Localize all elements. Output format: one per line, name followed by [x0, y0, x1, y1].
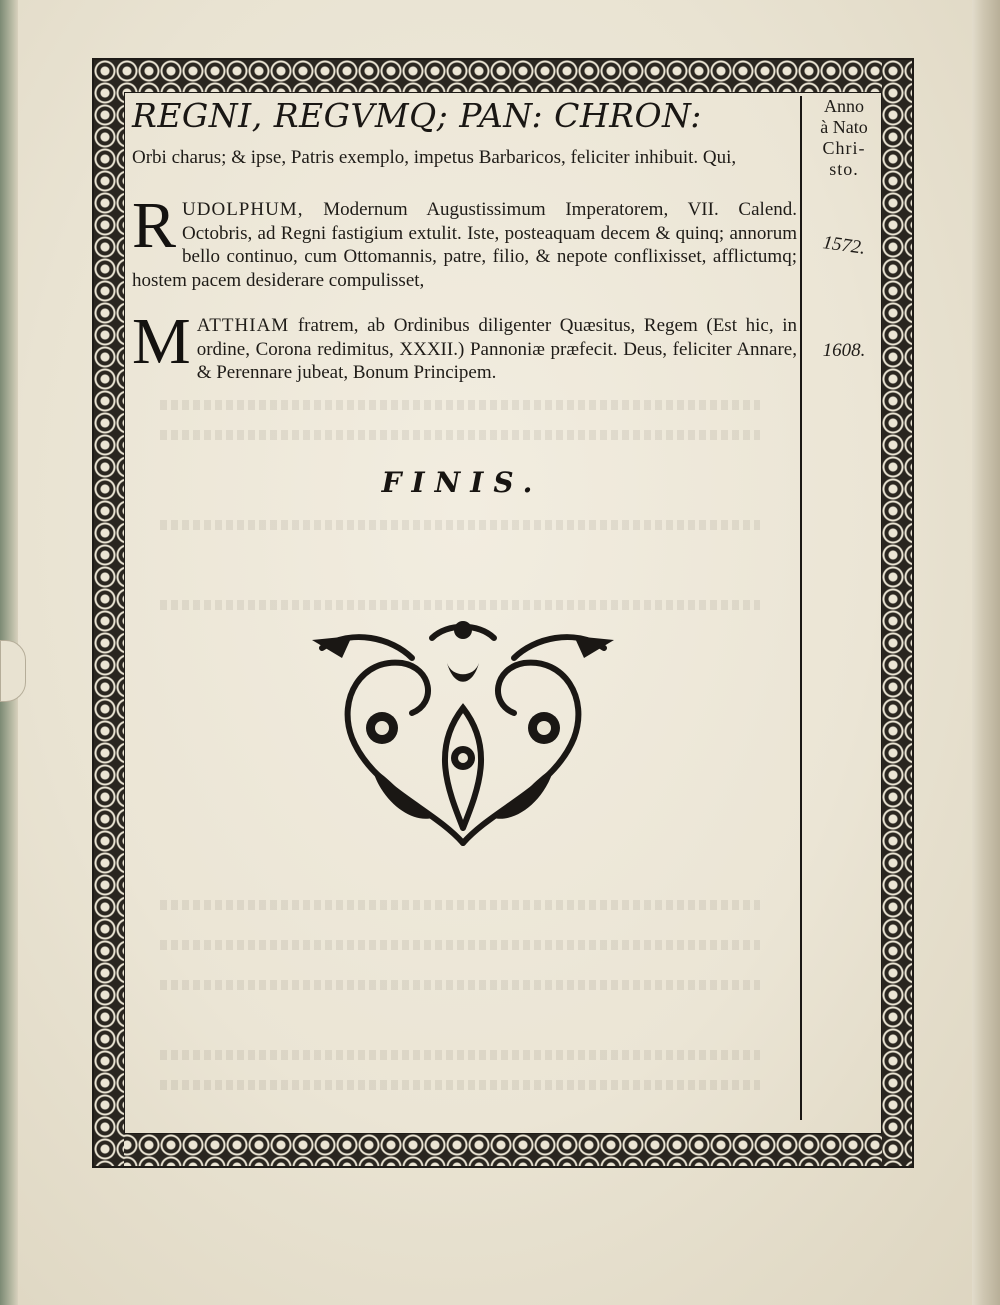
show-through — [160, 600, 760, 610]
paragraph-matthias — [132, 305, 797, 385]
paragraph-intro: Orbi charus; & ipse, Patris exemplo, impetus Barbaricos, feliciter inhibuit. Qui, — [132, 147, 737, 168]
margin-heading-line: à Nato — [820, 117, 868, 137]
page-stack-edge — [972, 0, 1000, 1305]
drop-cap: R — [132, 189, 177, 262]
show-through — [160, 1050, 760, 1060]
show-through — [160, 400, 760, 410]
show-through — [160, 980, 760, 990]
show-through — [160, 1080, 760, 1090]
ornament-band-left — [94, 60, 124, 1166]
tailpiece-ornament — [312, 618, 614, 853]
paragraph-text: Modernum Augustissimum Imperatorem, VII. Calend. Octobris, ad Regni fastigium extulit. Iste, posteaquam decem & quinq; annorum bello continuo, cum Ottomannis, patre, filio, & nepote conflixisset, afflictumq; hostem pacem desiderare compulisset, — [132, 199, 798, 291]
margin-year: 1608. — [822, 340, 866, 361]
show-through — [160, 430, 760, 440]
show-through — [160, 520, 760, 530]
ornament-band-right — [882, 60, 912, 1166]
name-smallcaps: UDOLPHUM, — [182, 199, 304, 220]
drop-cap: M — [132, 305, 191, 378]
margin-heading-line: Anno — [824, 96, 864, 116]
margin-year: 1572. — [821, 232, 867, 259]
show-through — [160, 900, 760, 910]
margin-heading-line: sto. — [829, 159, 859, 179]
show-through — [160, 940, 760, 950]
name-smallcaps: ATTHIAM — [196, 315, 290, 336]
paragraph-text: fratrem, ab Ordinibus diligenter Quæsitus, Regem (Est hic, in ordine, Corona redimitus, XXXII.) Pannoniæ præfecit. Deus, feliciter Annare, & Perennare jubeat, Bonum Principem. — [196, 315, 797, 383]
running-head: REGNI, REGVMQ; PAN: CHRON: — [132, 96, 702, 135]
paragraph-rudolph — [132, 189, 798, 292]
finis-heading: FINIS. — [381, 466, 543, 499]
margin-rule — [800, 96, 802, 1120]
ornament-band-top — [94, 60, 912, 92]
margin-heading-line: Chri- — [822, 138, 866, 158]
ornament-band-bottom — [94, 1134, 912, 1166]
margin-heading — [808, 96, 880, 180]
page-tab — [0, 640, 26, 702]
